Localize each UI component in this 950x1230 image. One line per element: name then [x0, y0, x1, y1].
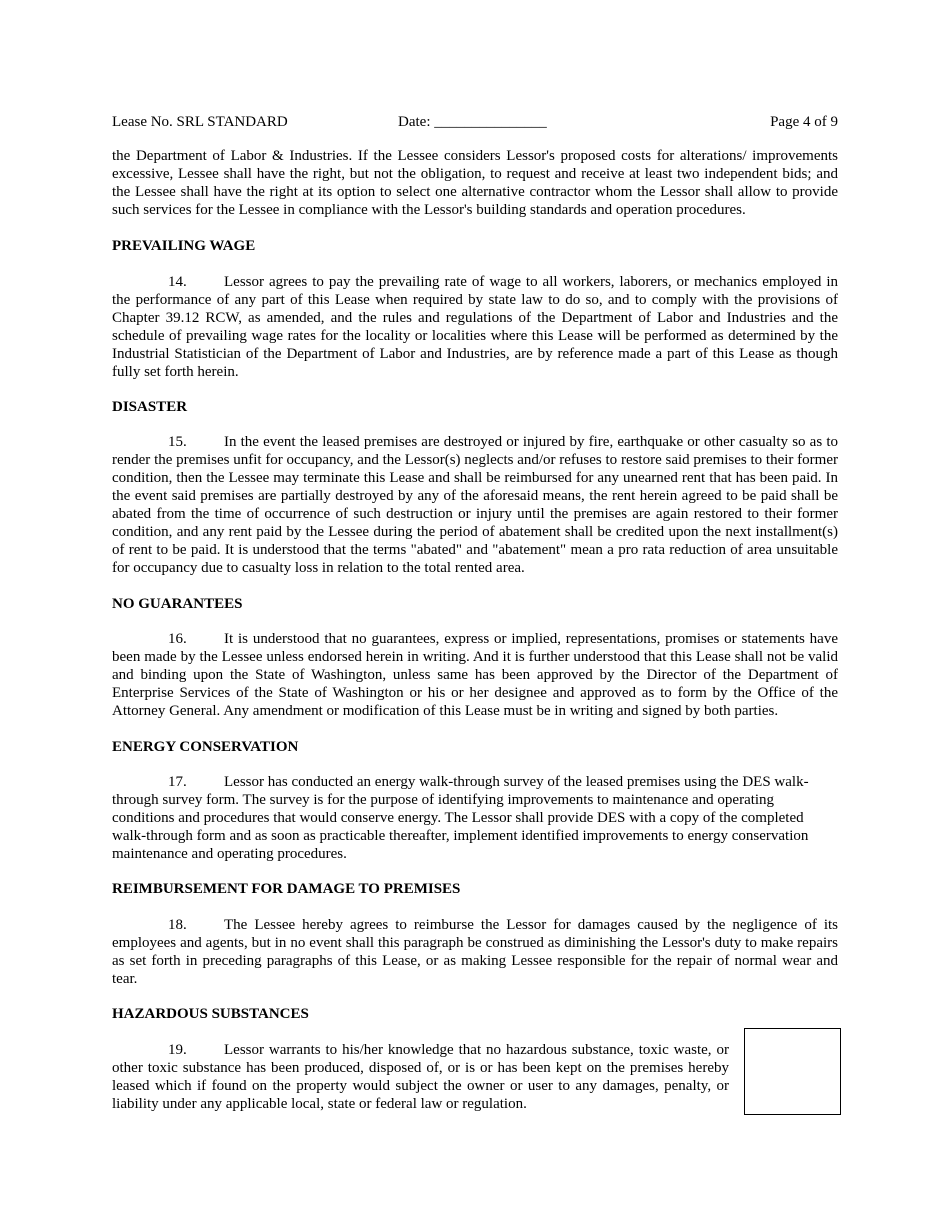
heading-energy-conservation: ENERGY CONSERVATION: [112, 739, 299, 755]
paragraph-number: 18.: [168, 917, 187, 933]
paragraph-text: In the event the leased premises are destroyed or injured by fire, earthquake or other casualty so as to render the premises unfit for occupancy, and the Lessor(s) neglects and/or refuses to restore said premises to their former condition, then the Lessee may terminate this Lease and shall be reimbursed for any unearned rent that has been paid. In the event said premises are partially destroyed by any of the aforesaid means, the rent herein agreed to be paid shall be abated from the time of occurrence of such destruction or injury until the premises are again restored to their former condition, and any rent paid by the Lessee during the period of abatement shall be credited upon the next installment(s) of rent to be paid. It is understood that the terms "abated" and "abatement" mean a pro rata reduction of area unsuitable for occupancy due to casualty loss in relation to the total rented area.: [112, 434, 838, 576]
paragraph-number: 14.: [168, 274, 187, 290]
heading-hazardous-substances: HAZARDOUS SUBSTANCES: [112, 1006, 309, 1022]
paragraph-text: Lessor agrees to pay the prevailing rate of wage to all workers, laborers, or mechanics employed in the performance of any part of this Lease when required by state law to do so, and to comply with the provisions of Chapter 39.12 RCW, as amended, and the rules and regulations of the Department of Labor and Industries and the schedule of prevailing wage rates for the locality or localities where this Lease will be performed as determined by the Industrial Statistician of the Department of Labor and Industries, are by reference made a part of this Lease as though fully set forth herein.: [112, 274, 838, 380]
lease-number: Lease No. SRL STANDARD: [112, 114, 288, 130]
paragraph-text: Lessor warrants to his/her knowledge that no hazardous substance, toxic waste, or other toxic substance has been produced, disposed of, or is or has been kept on the premises hereby leased which if found on the property would subject the owner or user to any damages, penalty, or liability under any applicable local, state or federal law or regulation.: [112, 1042, 729, 1112]
heading-reimbursement-damage: REIMBURSEMENT FOR DAMAGE TO PREMISES: [112, 881, 461, 897]
paragraph-text: The Lessee hereby agrees to reimburse the Lessor for damages caused by the negligence of its employees and agents, but in no event shall this paragraph be construed as diminishing the Lessor's duty to make repairs as set forth in preceding paragraphs of this Lease, or as making Lessee responsible for the repair of normal wear and tear.: [112, 917, 838, 987]
heading-prevailing-wage: PREVAILING WAGE: [112, 238, 256, 254]
date-field: Date: _______________: [398, 114, 547, 130]
initials-box: [744, 1028, 841, 1115]
heading-no-guarantees: NO GUARANTEES: [112, 596, 243, 612]
paragraph-text: Lessor has conducted an energy walk-through survey of the leased premises using the DES walk-through survey form. The survey is for the purpose of identifying improvements to maintenance and operating conditions and procedures that would conserve energy. The Lessor shall provide DES with a copy of the completed walk-through form and as soon as practicable thereafter, implement identified improvements to energy conservation maintenance and operating procedures.: [112, 774, 809, 862]
paragraph-18: [112, 916, 838, 988]
page-number: Page 4 of 9: [770, 114, 838, 130]
paragraph-text: It is understood that no guarantees, express or implied, representations, promises or statements have been made by the Lessee unless endorsed herein in writing. And it is further understood that this Lease shall not be valid and binding upon the State of Washington, unless same has been approved by the Director of the Department of Enterprise Services of the State of Washington or his or her designee and approved as to form by the Office of the Attorney General. Any amendment or modification of this Lease must be in writing and signed by both parties.: [112, 631, 838, 719]
paragraph-number: 15.: [168, 434, 187, 450]
paragraph-number: 17.: [168, 774, 187, 790]
paragraph-19: [112, 1041, 729, 1113]
paragraph-15: [112, 433, 838, 577]
page-header: [112, 112, 838, 132]
paragraph-number: 16.: [168, 631, 187, 647]
heading-disaster: DISASTER: [112, 399, 188, 415]
paragraph-17: [112, 773, 838, 863]
paragraph-16: [112, 630, 838, 720]
intro-paragraph: the Department of Labor & Industries. If the Lessee considers Lessor's proposed costs for alterations/ improvements excessive, Lessee shall have the right, but not the obligation, to request and receive at least two independent bids; and the Lessee shall have the right at its option to select one alternative contractor whom the Lessor shall allow to provide such services for the Lessee in compliance with the Lessor's building standards and operation procedures.: [112, 148, 838, 218]
paragraph-14: [112, 273, 838, 381]
paragraph-number: 19.: [168, 1042, 187, 1058]
